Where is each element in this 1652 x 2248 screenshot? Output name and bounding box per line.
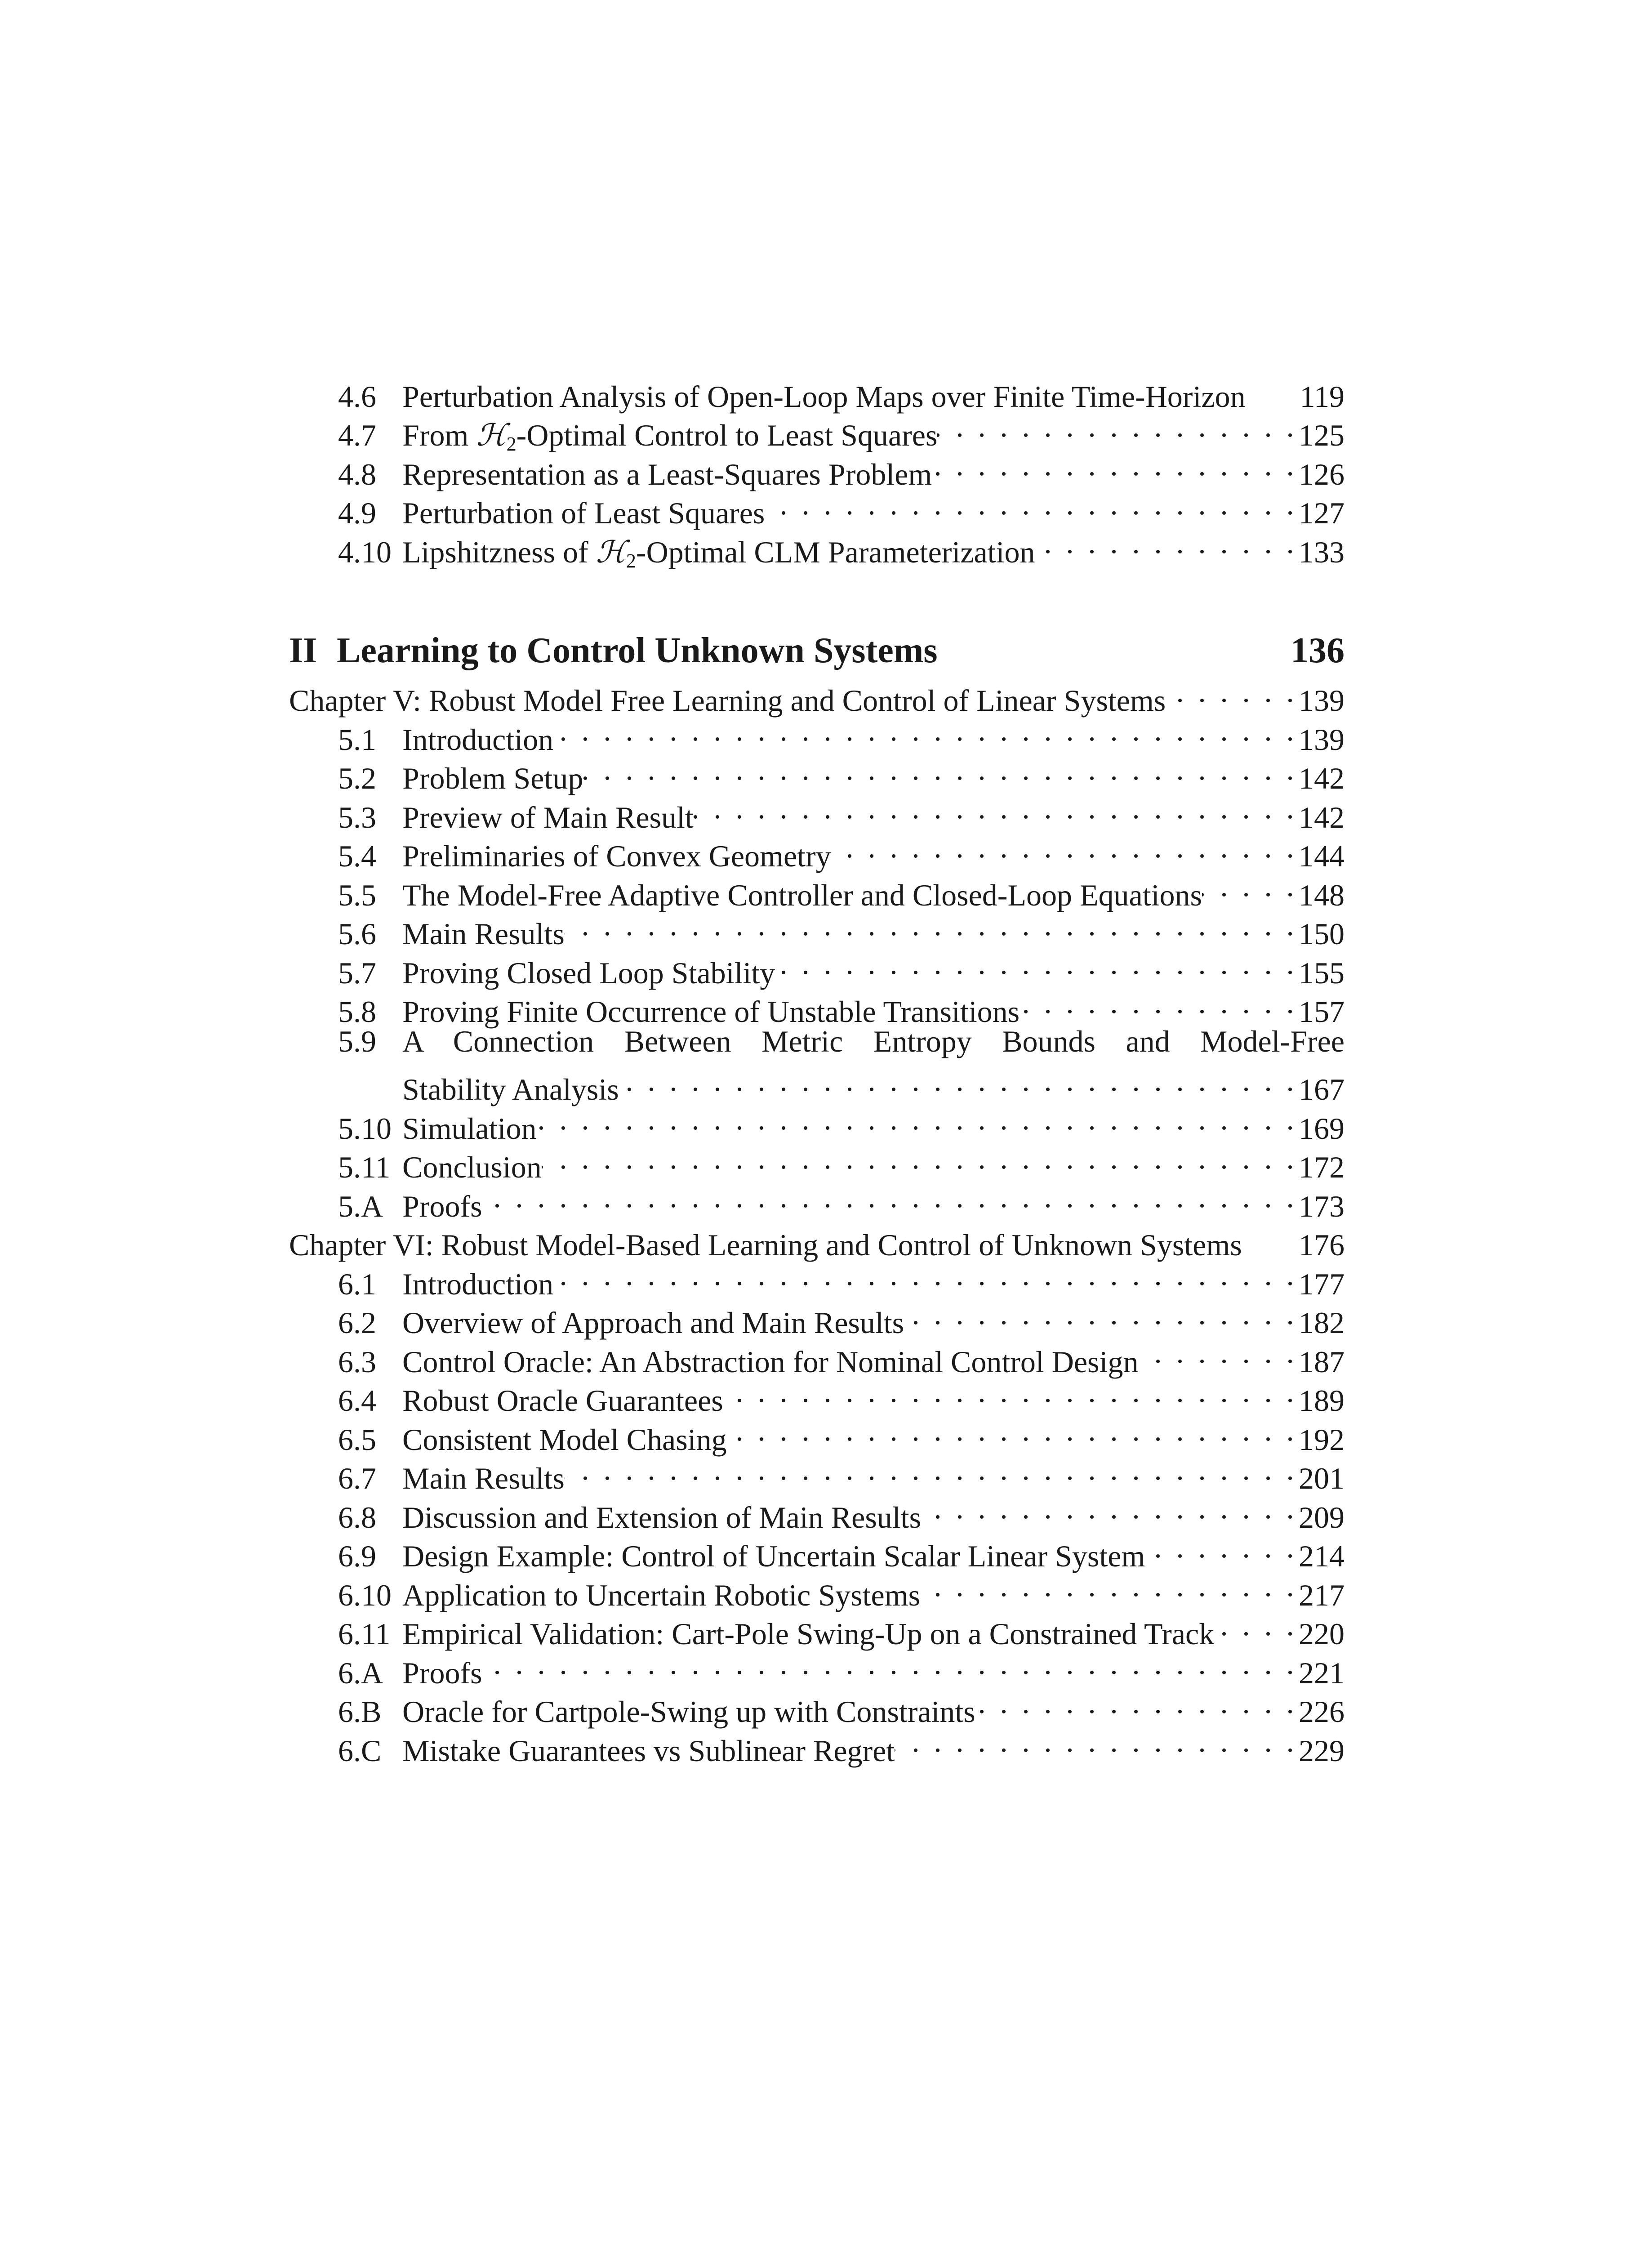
leader-dots (920, 1566, 1299, 1606)
entry-number: 5.2 (338, 761, 376, 795)
chapter-title: Chapter V: Robust Model Free Learning and Control of Linear Systems (289, 683, 1166, 718)
entry-title: Conclusion (402, 1150, 542, 1184)
entry-page: 226 (1299, 1695, 1345, 1729)
entry-number: 6.5 (338, 1422, 376, 1457)
entry-number: 5.4 (338, 839, 376, 873)
leader-dots (1020, 983, 1299, 1022)
entry-number: 4.10 (338, 535, 392, 569)
leader-dots (1035, 523, 1299, 562)
entry-page: 148 (1299, 878, 1345, 912)
part-number: II (289, 630, 317, 670)
entry-page: 125 (1299, 418, 1345, 452)
leader-dots (932, 446, 1299, 485)
leader-dots (565, 1450, 1299, 1489)
entry-page: 142 (1299, 761, 1345, 795)
entry-number: 6.B (338, 1695, 382, 1729)
entry-number: 6.11 (338, 1617, 391, 1651)
entry-number: 6.3 (338, 1344, 376, 1379)
entry-number: 5.10 (338, 1111, 392, 1146)
entry-number: 6.8 (338, 1500, 376, 1534)
entry-number: 6.C (338, 1733, 382, 1768)
leader-dots (553, 1255, 1299, 1294)
leader-dots (583, 750, 1299, 789)
entry-title: Simulation (402, 1111, 537, 1146)
entry-page: 155 (1299, 955, 1345, 990)
entry-page: 229 (1299, 1733, 1345, 1768)
chapter-title: Chapter VI: Robust Model-Based Learning and Control of Unknown Systems (289, 1228, 1242, 1262)
leader-dots (1202, 866, 1299, 905)
entry-number: 5.7 (338, 955, 376, 990)
leader-dots (1138, 1333, 1299, 1372)
entry-page: 150 (1299, 917, 1345, 951)
leader-dots (694, 789, 1299, 828)
entry-title: Robust Oracle Guarantees (402, 1383, 723, 1418)
entry-number: 4.6 (338, 379, 376, 414)
entry-title: Mistake Guarantees vs Sublinear Regret (402, 1733, 895, 1768)
entry-number: 6.4 (338, 1383, 376, 1418)
entry-number: 6.A (338, 1655, 383, 1690)
chapter-entry[interactable] (289, 672, 1345, 718)
entry-page: 201 (1299, 1461, 1345, 1495)
entry-title: Overview of Approach and Main Results (402, 1306, 904, 1340)
entry-page: 221 (1299, 1655, 1345, 1690)
entry-title: Proving Closed Loop Stability (402, 955, 775, 990)
entry-page: 119 (1300, 379, 1345, 414)
leader-dots (536, 1100, 1299, 1139)
entry-title: Lipshitzness of ℋ$_2$-Optimal CLM Parameterization (402, 534, 1035, 572)
entry-title: Preview of Main Result (402, 800, 694, 834)
entry-number: 5.A (338, 1189, 383, 1223)
entry-number: 5.9 (338, 1024, 376, 1058)
entry-page: 172 (1299, 1150, 1345, 1184)
entry-number: 6.1 (338, 1267, 376, 1301)
entry-page: 187 (1299, 1344, 1345, 1379)
h2-symbol: ℋ (476, 418, 507, 453)
h2-symbol: ℋ (596, 534, 626, 570)
entry-title: Design Example: Control of Uncertain Scalar Linear System (402, 1539, 1145, 1573)
entry-title: Preliminaries of Convex Geometry (402, 839, 831, 873)
leader-dots (921, 1489, 1299, 1528)
entry-number: 4.7 (338, 418, 376, 452)
leader-dots (1145, 1528, 1299, 1567)
entry-number: 5.6 (338, 917, 376, 951)
entry-title-line2: Stability Analysis (402, 1072, 619, 1106)
entry-title: The Model-Free Adaptive Controller and Closed-Loop Equations (402, 878, 1202, 912)
entry-title: From ℋ$_2$-Optimal Control to Least Squares (402, 418, 938, 455)
part-title: Learning to Control Unknown Systems (337, 630, 938, 670)
entry-number: 5.3 (338, 800, 376, 834)
entry-number: 4.8 (338, 457, 376, 491)
entry-title-line1: A Connection Between Metric Entropy Bounds and Model-Free (402, 1024, 1345, 1058)
leader-dots (482, 1644, 1299, 1683)
entry-title: Oracle for Cartpole-Swing up with Constraints (402, 1695, 975, 1729)
leader-dots (565, 905, 1299, 945)
entry-number: 4.9 (338, 496, 376, 530)
entry-title: Perturbation Analysis of Open-Loop Maps over Finite Time-Horizon (402, 379, 1246, 414)
leader-dots (723, 1372, 1299, 1411)
leader-dots (765, 485, 1299, 524)
entry-title: Proving Finite Occurrence of Unstable Transitions (402, 995, 1020, 1029)
leader-dots (975, 1683, 1299, 1722)
part-page: 136 (1291, 630, 1345, 670)
leader-dots (553, 711, 1299, 750)
table-of-contents (289, 368, 1345, 1768)
entry-title: Main Results (402, 917, 565, 951)
entry-page: 220 (1299, 1617, 1345, 1651)
entry-page: 144 (1299, 839, 1345, 873)
entry-title: Perturbation of Least Squares (402, 496, 765, 530)
entry-page: 209 (1299, 1500, 1345, 1534)
entry-number: 5.11 (338, 1150, 391, 1184)
entry-number: 6.10 (338, 1578, 392, 1612)
entry-page: 192 (1299, 1422, 1345, 1457)
entry-title: Representation as a Least-Squares Problem (402, 457, 932, 491)
chapter-page: 139 (1299, 683, 1345, 718)
entry-title: Consistent Model Chasing (402, 1422, 727, 1457)
entry-title: Control Oracle: An Abstraction for Nominal Control Design (402, 1344, 1139, 1379)
entry-number: 5.8 (338, 995, 376, 1029)
leader-dots (619, 1061, 1299, 1100)
chapter5-entries (289, 711, 1345, 1029)
leader-dots (775, 944, 1299, 983)
chapter5-entries-after (289, 1100, 1345, 1223)
toc-entry[interactable] (289, 1022, 1345, 1106)
toc-entry[interactable] (289, 368, 1345, 414)
entry-page: 157 (1299, 995, 1345, 1029)
chapter-page: 176 (1299, 1228, 1345, 1262)
entry-page: 133 (1299, 535, 1345, 569)
leader-dots (937, 407, 1299, 446)
entry-title: Problem Setup (402, 761, 583, 795)
entry-number: 6.2 (338, 1306, 376, 1340)
entry-title: Proofs (402, 1655, 482, 1690)
entry-title: Empirical Validation: Cart-Pole Swing-Up on a Constrained Track (402, 1617, 1215, 1651)
leader-dots (1166, 672, 1299, 711)
entry-number: 6.9 (338, 1539, 376, 1573)
entry-page: 169 (1299, 1111, 1345, 1146)
leader-dots (831, 828, 1299, 867)
entry-page: 217 (1299, 1578, 1345, 1612)
entry-title: Introduction (402, 1267, 554, 1301)
entry-page: 189 (1299, 1383, 1345, 1418)
leader-dots (1214, 1606, 1299, 1645)
entry-page: 142 (1299, 800, 1345, 834)
entry-page: 139 (1299, 722, 1345, 757)
entry-title: Proofs (402, 1189, 482, 1223)
leader-dots (895, 1722, 1299, 1761)
entry-number: 6.7 (338, 1461, 376, 1495)
leader-dots (542, 1139, 1299, 1178)
leader-dots (727, 1411, 1299, 1450)
entry-page: 126 (1299, 457, 1345, 491)
entry-number: 5.1 (338, 722, 376, 757)
entry-number: 5.5 (338, 878, 376, 912)
entry-page: 173 (1299, 1189, 1345, 1223)
entry-title: Application to Uncertain Robotic Systems (402, 1578, 921, 1612)
entry-title: Discussion and Extension of Main Results (402, 1500, 922, 1534)
entry-page: 127 (1299, 496, 1345, 530)
leader-dots (482, 1178, 1299, 1217)
leader-dots (904, 1294, 1299, 1334)
entry-page: 182 (1299, 1306, 1345, 1340)
entry-page: 167 (1299, 1072, 1345, 1106)
chapter6-entries (289, 1255, 1345, 1768)
entry-page: 214 (1299, 1539, 1345, 1573)
entry-page: 177 (1299, 1267, 1345, 1301)
part-heading[interactable] (289, 629, 1345, 672)
entry-title: Main Results (402, 1461, 565, 1495)
entry-title: Introduction (402, 722, 554, 757)
